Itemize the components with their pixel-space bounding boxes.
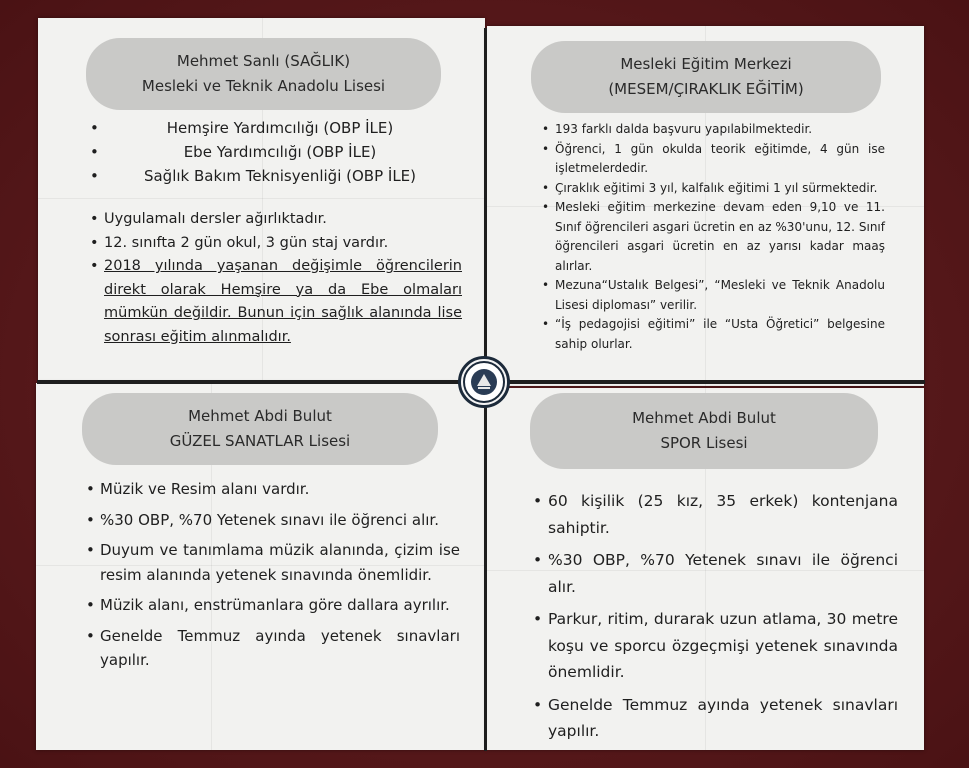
panel-spor bbox=[487, 388, 924, 750]
title-line-2: SPOR Lisesi bbox=[660, 434, 748, 452]
list-item: • 60 kişilik (25 kız, 35 erkek) kontenjana sahiptir. bbox=[548, 488, 898, 541]
list-item: • Duyum ve tanımlama müzik alanında, çizim ise resim alanında yetenek sınavında önemlidir. bbox=[100, 538, 460, 587]
list-item: • %30 OBP, %70 Yetenek sınavı ile öğrenci alır. bbox=[548, 547, 898, 600]
list-item: • Parkur, ritim, durarak uzun atlama, 30 metre koşu ve sporcu özgeçmişi yetenek sınavında önemlidir. bbox=[548, 606, 898, 686]
list-item: • Ebe Yardımcılığı (OBP İLE) bbox=[100, 140, 460, 164]
title-line-1: Mesleki Eğitim Merkezi bbox=[620, 55, 792, 73]
panel-mesem-title bbox=[531, 41, 881, 113]
school-logo-icon bbox=[458, 356, 510, 408]
list-item: • Genelde Temmuz ayında yetenek sınavları yapılır. bbox=[100, 624, 460, 673]
panel-saglik bbox=[38, 18, 485, 380]
panel-saglik-title bbox=[86, 38, 441, 110]
list-item: • Sağlık Bakım Teknisyenliği (OBP İLE) bbox=[100, 164, 460, 188]
panel-spor-title bbox=[530, 393, 878, 469]
list-item: • %30 OBP, %70 Yetenek sınavı ile öğrenci alır. bbox=[100, 508, 460, 533]
list-item: • Hemşire Yardımcılığı (OBP İLE) bbox=[100, 116, 460, 140]
panel-mesem bbox=[487, 26, 924, 386]
program-list bbox=[100, 116, 460, 188]
list-item: • Uygulamalı dersler ağırlıktadır. bbox=[104, 208, 462, 232]
mesem-list bbox=[555, 120, 885, 354]
list-item: • Genelde Temmuz ayında yetenek sınavları yapılır. bbox=[548, 692, 898, 745]
list-item: • “İş pedagojisi eğitimi” ile “Usta Öğretici” belgesine sahip olurlar. bbox=[555, 315, 885, 354]
list-item: • Mesleki eğitim merkezine devam eden 9,10 ve 11. Sınıf öğrencileri asgari ücretin en az %30'unu, 12. Sınıf öğrencileri asgari ücretin en az yarısı kadar maaş alırlar. bbox=[555, 198, 885, 276]
list-item: • Müzik ve Resim alanı vardır. bbox=[100, 477, 460, 502]
title-line-1: Mehmet Abdi Bulut bbox=[632, 409, 776, 427]
list-item: • 12. sınıfta 2 gün okul, 3 gün staj vardır. bbox=[104, 232, 462, 256]
title-line-2: (MESEM/ÇIRAKLIK EĞİTİM) bbox=[608, 80, 804, 98]
list-item: • Çıraklık eğitimi 3 yıl, kalfalık eğitimi 1 yıl sürmektedir. bbox=[555, 179, 885, 199]
title-line-1: Mehmet Abdi Bulut bbox=[188, 407, 332, 425]
list-item: • 2018 yılında yaşanan değişimle öğrencilerin direkt olarak Hemşire ya da Ebe olmaları mümkün değildir. Bunun için sağlık alanında lise sonrası eğitim alınmalıdır. bbox=[104, 255, 462, 349]
guzel-sanatlar-list bbox=[100, 477, 460, 673]
panel-guzel-sanatlar bbox=[36, 383, 485, 750]
spor-list bbox=[548, 488, 898, 745]
list-item: • Müzik alanı, enstrümanlara göre dallara ayrılır. bbox=[100, 593, 460, 618]
title-line-2: GÜZEL SANATLAR Lisesi bbox=[169, 432, 351, 450]
panel-guzel-sanatlar-title bbox=[82, 393, 438, 465]
notes-list bbox=[104, 208, 462, 349]
list-item: • 193 farklı dalda başvuru yapılabilmektedir. bbox=[555, 120, 885, 140]
title-line-2: Mesleki ve Teknik Anadolu Lisesi bbox=[141, 77, 386, 95]
list-item: • Mezuna“Ustalık Belgesi”, “Mesleki ve Teknik Anadolu Lisesi diploması” verilir. bbox=[555, 276, 885, 315]
list-item: • Öğrenci, 1 gün okulda teorik eğitimde, 4 gün ise işletmelerdedir. bbox=[555, 140, 885, 179]
title-line-1: Mehmet Sanlı (SAĞLIK) bbox=[176, 52, 351, 70]
